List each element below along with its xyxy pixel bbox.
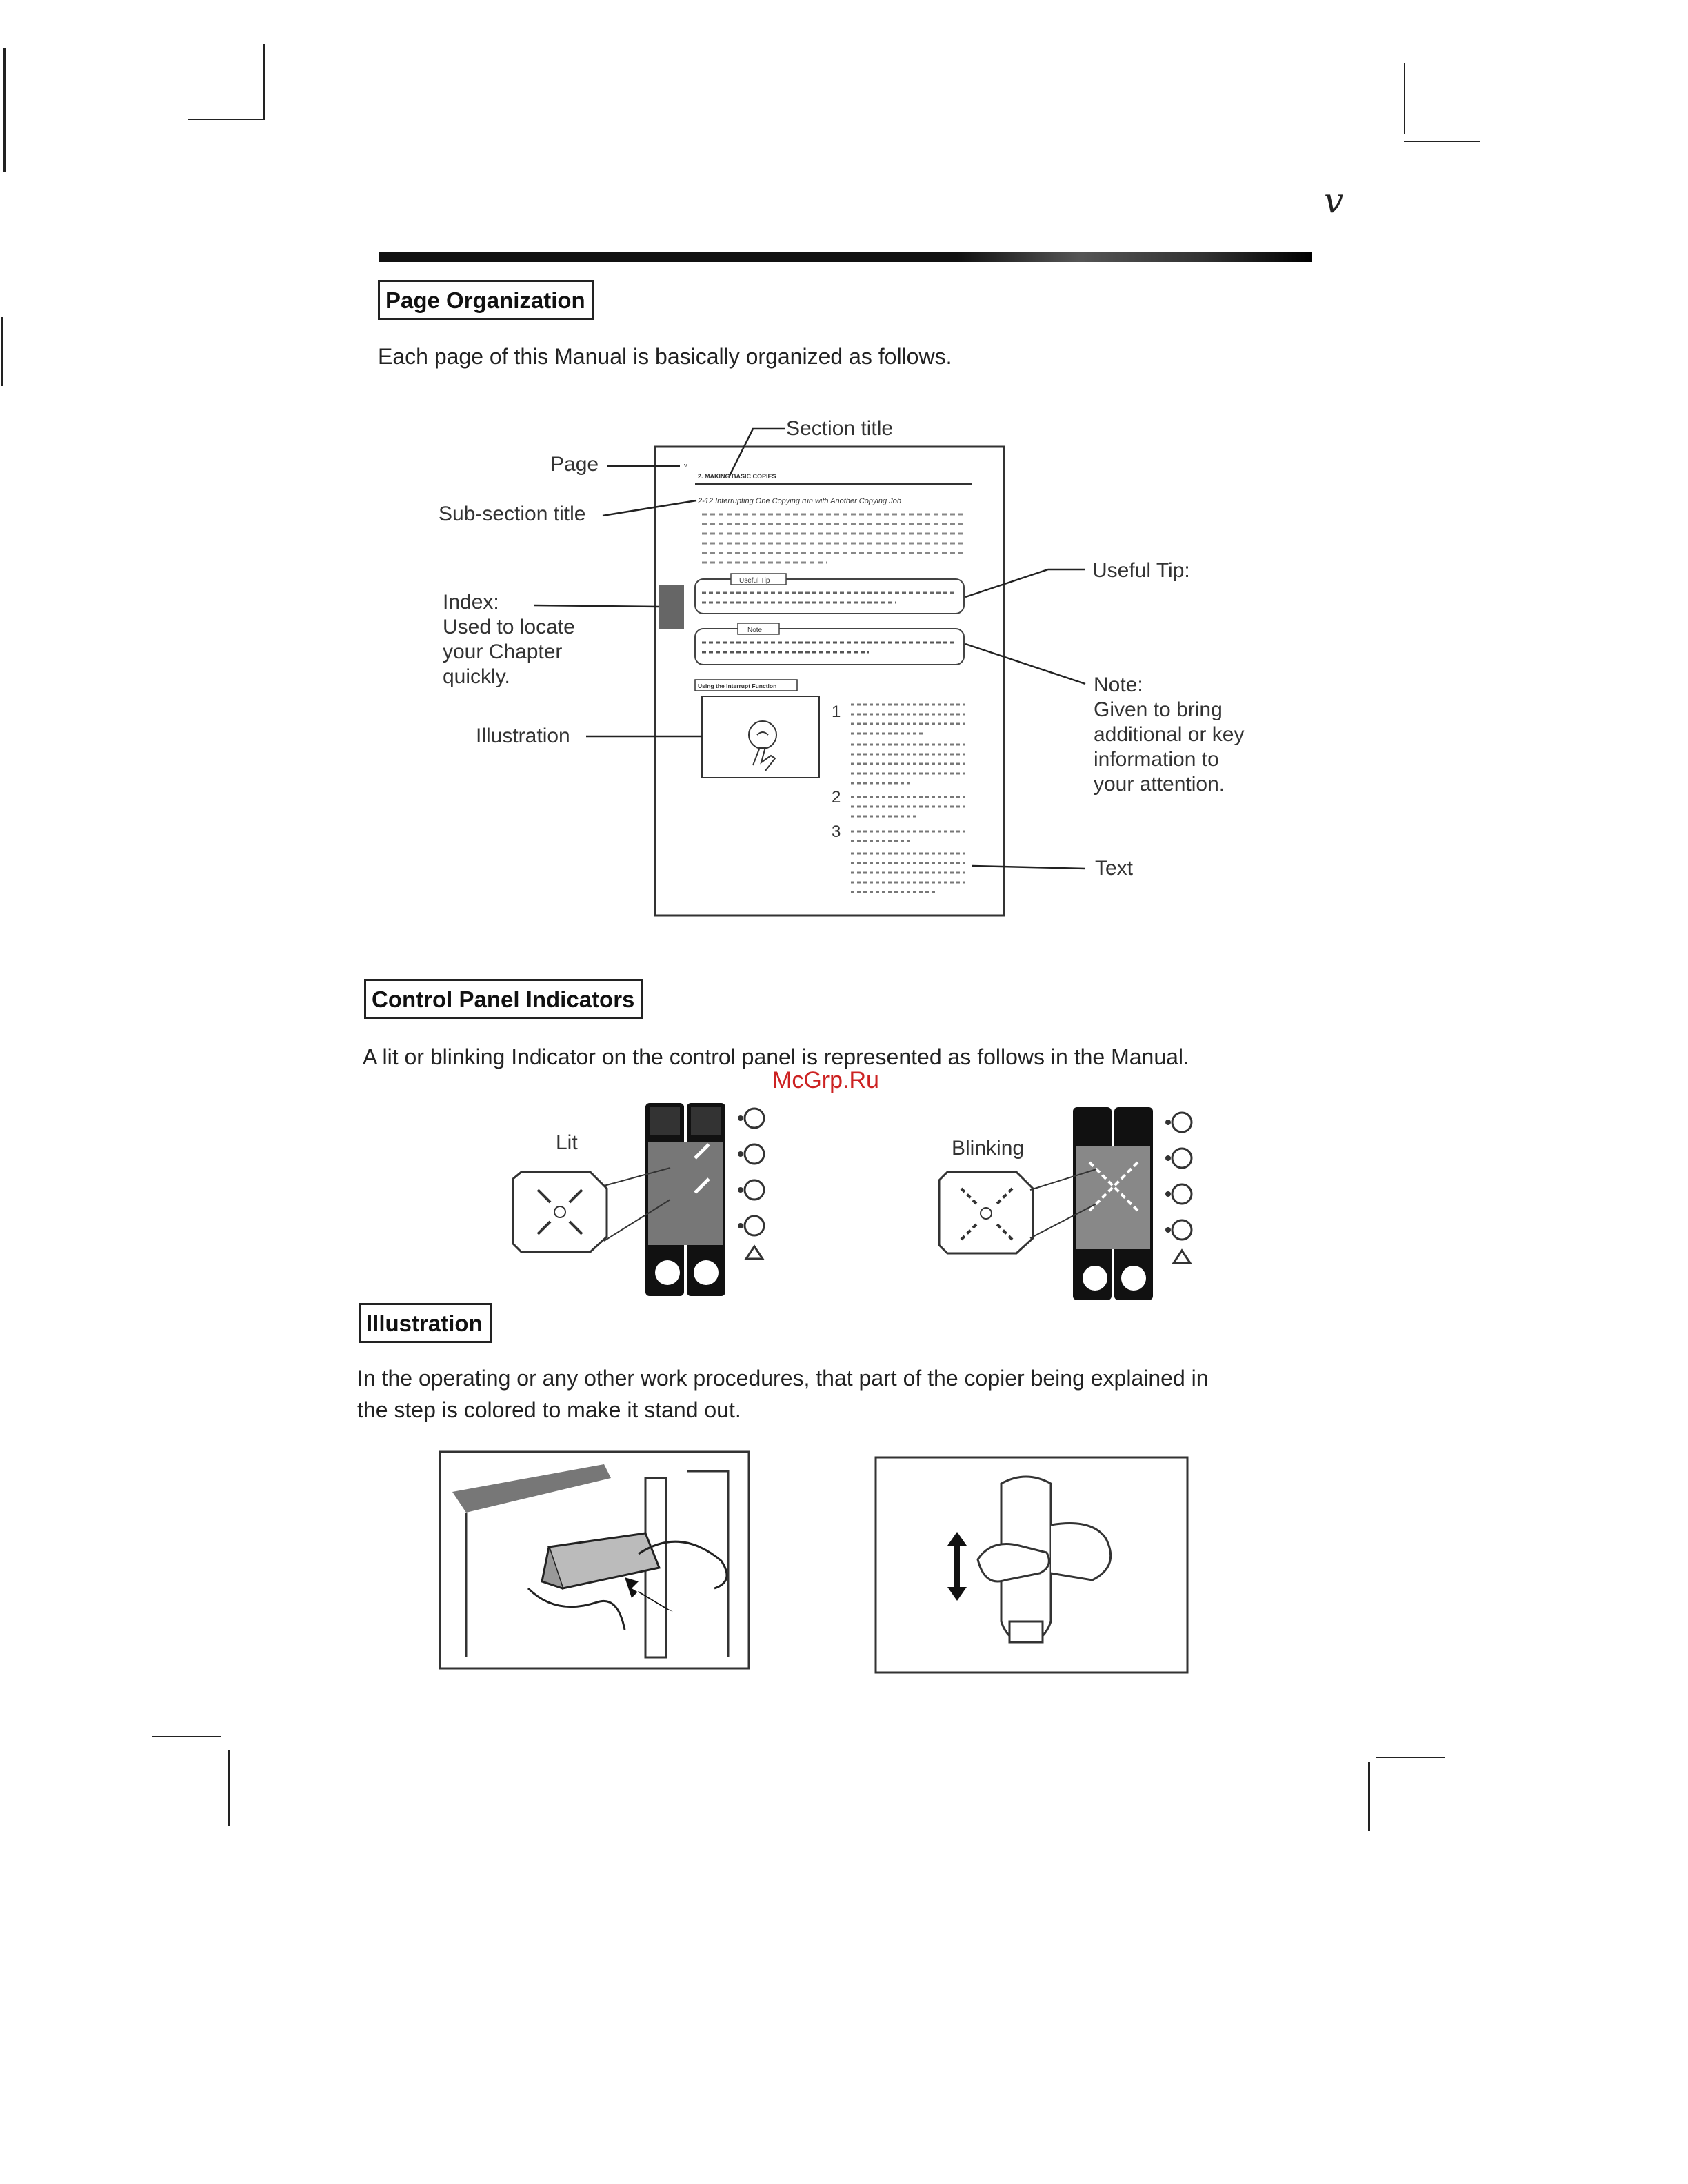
sample-step-number: 1 <box>832 702 841 721</box>
crop-mark <box>3 48 6 172</box>
sample-subsection-text: 2-12 Interrupting One Copying run with Another Copying Job <box>698 497 901 505</box>
label-text: Text <box>1095 857 1134 880</box>
lit-indicator-figure <box>510 1096 786 1303</box>
label-index: Index: <box>443 591 499 614</box>
sample-step-number: 2 <box>832 788 841 807</box>
crop-mark <box>1368 1762 1370 1831</box>
control-panel-heading: Control Panel Indicators <box>364 979 643 1019</box>
blinking-indicator-figure <box>938 1100 1214 1307</box>
crop-mark <box>1404 63 1405 134</box>
crop-mark <box>1 317 3 386</box>
sample-tip-title: Useful Tip <box>739 577 770 585</box>
top-rule <box>379 252 1312 262</box>
label-useful-tip: Useful Tip: <box>1092 559 1190 582</box>
crop-mark <box>263 44 265 120</box>
toner-insertion-illustration <box>439 1450 753 1671</box>
page-organization-body: Each page of this Manual is basically organized as follows. <box>378 344 952 369</box>
page-organization-heading: Page Organization <box>378 280 594 320</box>
watermark: McGrp.Ru <box>772 1067 879 1093</box>
control-panel-body: A lit or blinking Indicator on the control panel is represented as follows in the Manual. <box>363 1044 1189 1069</box>
toner-shake-illustration <box>874 1456 1192 1677</box>
label-sub-section-title: Sub-section title <box>439 503 586 525</box>
sample-note-title: Note <box>747 627 763 634</box>
label-note: Note: <box>1094 674 1143 696</box>
label-page: Page <box>550 453 599 476</box>
crop-mark <box>1376 1757 1445 1758</box>
page-number: v <box>1324 181 1344 221</box>
blinking-label: Blinking <box>952 1137 1025 1160</box>
label-note: your attention. <box>1094 773 1225 796</box>
label-section-title: Section title <box>786 417 894 440</box>
crop-mark <box>188 119 265 120</box>
crop-mark <box>152 1736 221 1737</box>
crop-mark <box>1404 141 1480 142</box>
sample-index-tab <box>659 585 684 629</box>
sample-steps-title: Using the Interrupt Function <box>698 682 777 689</box>
illustration-heading: Illustration <box>359 1303 492 1343</box>
label-note: information to <box>1094 748 1219 771</box>
svg-text:v: v <box>684 462 687 469</box>
label-note: Given to bring <box>1094 698 1223 721</box>
sample-step-number: 3 <box>832 822 841 841</box>
label-index: Used to locate <box>443 616 575 638</box>
lit-label: Lit <box>556 1131 578 1154</box>
sample-note-box <box>695 629 964 665</box>
sample-illustration <box>702 696 819 778</box>
page-organization-diagram <box>0 400 1688 938</box>
label-note: additional or key <box>1094 723 1245 746</box>
sample-section-text: 2. MAKING BASIC COPIES <box>698 473 776 480</box>
crop-mark <box>228 1750 230 1826</box>
label-index: quickly. <box>443 665 510 688</box>
label-index: your Chapter <box>443 640 563 663</box>
label-illustration: Illustration <box>476 725 570 747</box>
illustration-body: In the operating or any other work procedures, that part of the copier being explained in the step is colored to make it stand out. <box>357 1366 1209 1422</box>
